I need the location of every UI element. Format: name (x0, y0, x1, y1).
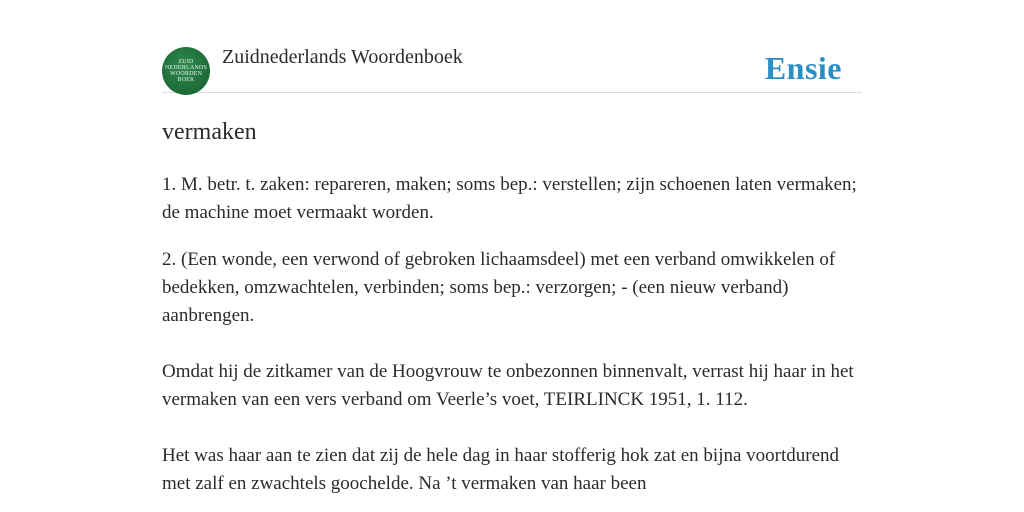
logo-line: BOEK (177, 77, 195, 83)
example-quote-2: Het was haar aan te zien dat zij de hele dag in haar stofferig hok zat en bijna voortdurend met zalf en zwachtels goochelde. Na ’t vermaken van haar been (162, 445, 840, 494)
logo-line: ZUID (178, 59, 194, 65)
page-content (162, 0, 862, 498)
dictionary-logo[interactable] (162, 47, 210, 95)
site-header (162, 0, 862, 93)
logo-line: WOORDEN (169, 71, 203, 77)
definition-1: 1. M. betr. t. zaken: repareren, maken; soms bep.: verstellen; zijn schoenen laten vermaken; de machine moet vermaakt worden. (162, 174, 857, 223)
entry-headword: vermaken (162, 119, 257, 145)
example-quote-1: Omdat hij de zitkamer van de Hoogvrouw te onbezonnen binnenvalt, verrast hij haar in het vermaken van een vers verband om Veerle’s voet, TEIRLINCK 1951, 1. 112. (162, 361, 854, 410)
site-name-link[interactable]: Zuidnederlands Woordenboek (222, 46, 463, 68)
logo-line: NEDERLANDS (165, 65, 207, 71)
definition-2: 2. (Een wonde, een verwond of gebroken lichaamsdeel) met een verband omwikkelen of bedekken, omzwachtelen, verbinden; soms bep.: verzorgen; - (een nieuw verband) aanbrengen. (162, 249, 836, 326)
ensie-brand-link[interactable]: Ensie (764, 50, 842, 86)
